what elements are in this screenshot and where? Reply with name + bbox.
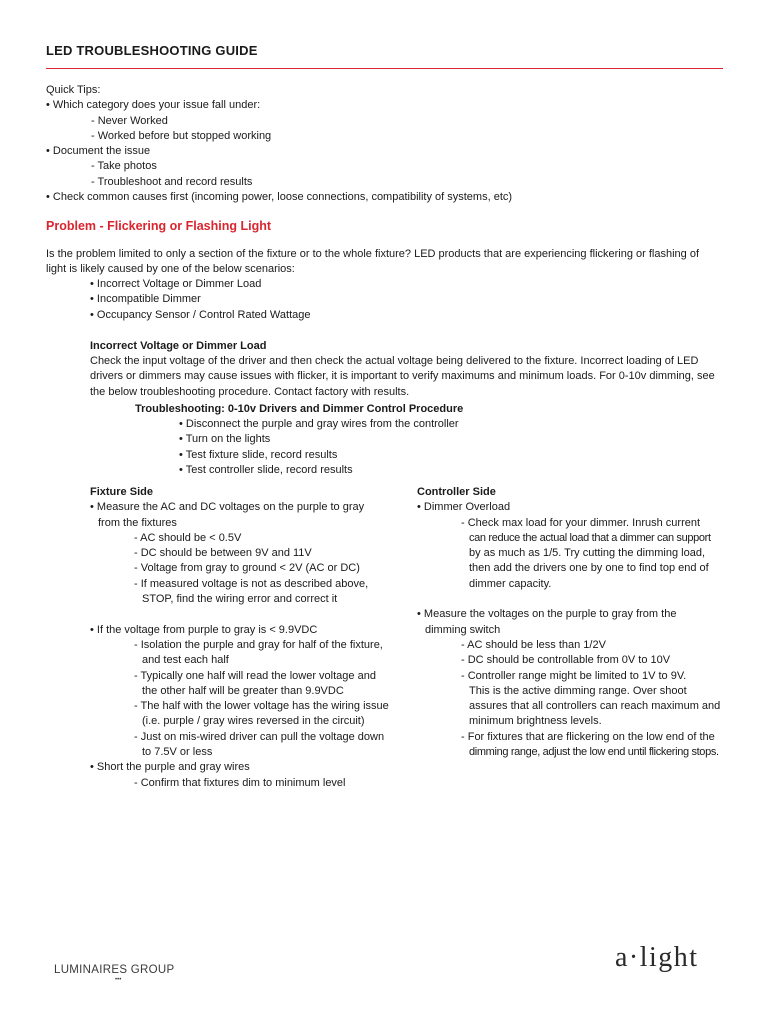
sub-item: - Confirm that fixtures dim to minimum level — [134, 776, 346, 789]
sub-item: - AC should be less than 1/2V — [461, 638, 606, 651]
incorrect-voltage-paragraph — [90, 354, 715, 400]
logo-dots-icon: ••• — [115, 977, 122, 983]
scenario-item: • Incompatible Dimmer — [90, 293, 201, 306]
procedure-step: • Turn on the lights — [179, 433, 271, 446]
spacer — [417, 592, 737, 607]
scenario-item: • Occupancy Sensor / Control Rated Wattage — [90, 308, 311, 321]
sub-item-continuation: then add the drivers one by one to find top end of — [469, 562, 709, 575]
sub-item: - Typically one half will read the lower voltage and — [134, 669, 376, 682]
procedure-heading: Troubleshooting: 0-10v Drivers and Dimmer Control Procedure — [135, 403, 464, 415]
bullet-item: • If the voltage from purple to gray is < 9.9VDC — [90, 623, 318, 636]
alight-logo: a·light — [615, 942, 699, 973]
quick-tip-item: • Check common causes first (incoming power, loose connections, compatibility of systems, etc) — [46, 191, 513, 204]
bullet-continuation: from the fixtures — [98, 516, 177, 529]
luminaires-group-logo: LUMINAIRES GROUP — [54, 964, 175, 976]
procedure-step: • Test controller slide, record results — [179, 463, 353, 476]
intro-line: Is the problem limited to only a section of the fixture or to the whole fixture? LED products that are experiencing flickering or flashing of — [46, 248, 700, 260]
page-title: LED TROUBLESHOOTING GUIDE — [46, 43, 258, 58]
sub-item-continuation: by as much as 1/5. Try cutting the dimming load, — [469, 547, 706, 560]
sub-item-continuation: can reduce the actual load that a dimmer can support — [469, 531, 711, 544]
paragraph-line: the below troubleshooting procedure. Contact factory with results. — [90, 385, 410, 398]
quick-tip-subitem: - Worked before but stopped working — [91, 129, 272, 142]
procedure-steps — [179, 417, 459, 478]
bullet-item: • Dimmer Overload — [417, 501, 511, 514]
paragraph-line: drivers or dimmers may cause issues with flicker, it is important to verify maximums and minimum loads. For 0-10v dimming, see — [90, 370, 715, 383]
quick-tip-item: • Document the issue — [46, 145, 151, 158]
problem-heading: Problem - Flickering or Flashing Light — [46, 219, 272, 233]
spacer — [90, 607, 400, 622]
controller-side-column — [417, 485, 737, 760]
sub-item-continuation: the other half will be greater than 9.9VDC — [142, 684, 344, 697]
scenario-list — [90, 277, 311, 323]
sub-item-continuation: dimming range, adjust the low end until flickering stops. — [469, 746, 719, 759]
fixture-side-heading: Fixture Side — [90, 486, 153, 498]
quick-tip-subitem: - Troubleshoot and record results — [91, 175, 253, 188]
quick-tips-section — [46, 83, 512, 205]
sub-item-continuation: (i.e. purple / gray wires reversed in the circuit) — [142, 715, 365, 728]
sub-item: - If measured voltage is not as described above, — [134, 577, 369, 590]
quick-tip-item: • Which category does your issue fall under: — [46, 99, 261, 112]
sub-item: - Check max load for your dimmer. Inrush current — [461, 516, 701, 529]
sub-item-continuation: and test each half — [142, 654, 229, 667]
bullet-continuation: dimming switch — [425, 623, 501, 636]
sub-item-continuation: STOP, find the wiring error and correct it — [142, 593, 338, 606]
sub-item: - AC should be < 0.5V — [134, 531, 242, 544]
sub-item-continuation: assures that all controllers can reach maximum and — [469, 700, 721, 713]
incorrect-voltage-heading: Incorrect Voltage or Dimmer Load — [90, 340, 267, 352]
controller-side-heading: Controller Side — [417, 486, 496, 498]
sub-item: - DC should be between 9V and 11V — [134, 547, 312, 560]
sub-item: - Voltage from gray to ground < 2V (AC or DC) — [134, 562, 360, 575]
sub-item: - The half with the lower voltage has the wiring issue — [134, 700, 389, 713]
sub-item-continuation: This is the active dimming range. Over shoot — [469, 684, 687, 697]
sub-item: - Just on mis-wired driver can pull the voltage down — [134, 730, 385, 743]
quick-tip-subitem: - Take photos — [91, 160, 157, 173]
sub-item: - For fixtures that are flickering on the low end of the — [461, 730, 715, 743]
scenario-item: • Incorrect Voltage or Dimmer Load — [90, 278, 262, 290]
bullet-item: • Measure the AC and DC voltages on the purple to gray — [90, 501, 365, 514]
sub-item: - DC should be controllable from 0V to 10V — [461, 654, 671, 667]
bullet-item: • Measure the voltages on the purple to gray from the — [417, 608, 677, 621]
sub-item-continuation: minimum brightness levels. — [469, 715, 602, 728]
quick-tip-subitem: - Never Worked — [91, 114, 168, 127]
problem-intro — [46, 247, 726, 278]
fixture-side-column — [90, 485, 400, 791]
procedure-step: • Test fixture slide, record results — [179, 448, 338, 461]
title-divider — [46, 68, 723, 69]
quick-tip-item: Quick Tips: — [46, 84, 101, 96]
sub-item: - Isolation the purple and gray for half of the fixture, — [134, 638, 383, 651]
bullet-item: • Short the purple and gray wires — [90, 761, 250, 774]
procedure-step: • Disconnect the purple and gray wires from the controller — [179, 418, 459, 430]
sub-item-continuation: to 7.5V or less — [142, 746, 213, 759]
sub-item: - Controller range might be limited to 1V to 9V. — [461, 669, 687, 682]
intro-line: light is likely caused by one of the below scenarios: — [46, 263, 295, 276]
paragraph-line: Check the input voltage of the driver and then check the actual voltage being delivered to the fixture. Incorrect loading of LED — [90, 355, 699, 367]
sub-item-continuation: dimmer capacity. — [469, 577, 552, 590]
